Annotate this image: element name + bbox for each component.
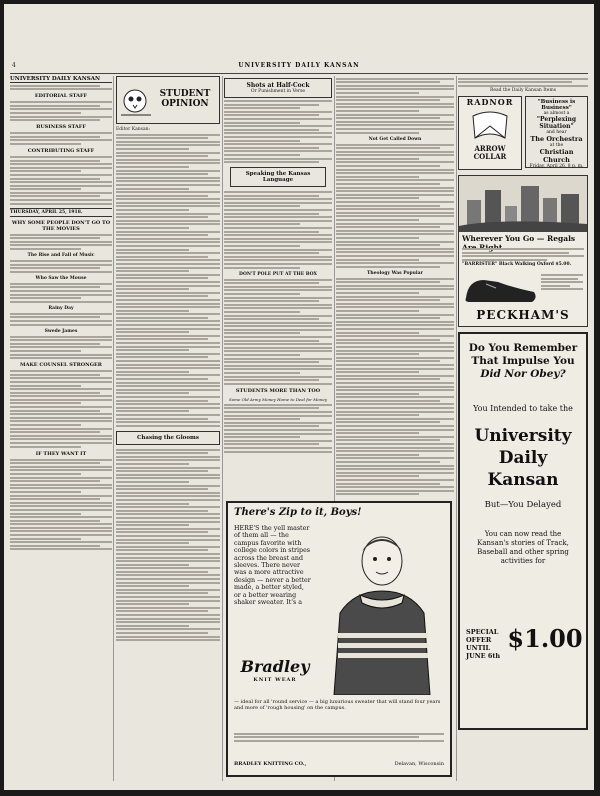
editorial-headline: IF THEY WANT IT (35, 450, 87, 457)
kansan-subscription-ad (458, 332, 588, 730)
half-cock-subtitle: Or Punishment in Verse (250, 89, 306, 94)
ad-price: $1.00 (507, 624, 583, 654)
bradley-company: BRADLEY KNITTING CO., (234, 761, 307, 767)
kansas-language-box (230, 167, 326, 187)
article-subhead: DON'T POLE PUT AT THE BOX (239, 271, 317, 277)
bradley-footer: — ideal for all 'round service — a big luxurious sweater that will stand four years and more of 'rough housing' on the campus. (234, 699, 441, 711)
special-line: OFFER (466, 636, 492, 645)
staff-heading: EDITORIAL STAFF (34, 93, 88, 100)
page-number: 4 (12, 62, 16, 69)
ad-kansan: Kansan (487, 470, 559, 491)
church-line: "Business is Business" (537, 99, 576, 112)
staff-heading: CONTRIBUTING STAFF (27, 147, 95, 154)
bradley-logo-sub: KNIT WEAR (253, 677, 297, 683)
church-line: Friday, April 26, 8 p. m. (529, 164, 584, 170)
sweater-man-illustration (314, 525, 444, 695)
column-editorial (10, 76, 112, 781)
church-line: as almost a (543, 111, 570, 117)
bradley-body: HERE'S the yell master of them all — the campus favorite with college colors in stripes across the breast and sleeves. There never was a more attractive design — never a better made, a better styled, or a better wearing shaker sweater. It's a (234, 525, 311, 607)
city-skyline-illustration (459, 176, 587, 232)
peckham-regal-ad (458, 175, 588, 327)
read-kansan-note: Read the Daily Kansan Items (489, 88, 557, 94)
editorial-headline: MAKE COUNSEL STRONGER (20, 362, 102, 369)
staff-heading: BUSINESS STAFF (36, 124, 86, 131)
half-cock-title: Shots at Half-Cock (246, 82, 310, 89)
date-line: THURSDAY, APRIL 25, 1918. (10, 208, 112, 217)
article-subhead: STUDENTS MORE THAN TOO (235, 387, 321, 394)
bradley-place: Delavan, Wisconsin (394, 761, 444, 767)
article-subhead: Not Get Called Down (368, 136, 422, 142)
ad-line: Do You Remember (468, 342, 578, 355)
column-divider (456, 76, 457, 781)
church-line: "Perplexing Situation" (536, 116, 577, 131)
masthead-title: UNIVERSITY DAILY KANSAN (238, 62, 360, 69)
editorial-headline: The Rise and Fall of Music (27, 253, 95, 259)
regal-headline: Wherever You Go — Regals (462, 234, 576, 244)
chasing-glooms-box (116, 431, 220, 445)
editorial-headline: Swede James (44, 328, 78, 334)
christian-church-ad (525, 96, 588, 168)
special-offer (466, 628, 508, 660)
ad-university: University (474, 426, 572, 447)
ad-line: Did Nor Obey? (480, 368, 566, 381)
student-opinion-header (116, 76, 220, 124)
church-line: Christian Church (539, 148, 574, 165)
editorial-headline: WHY SOME PEOPLE DON'T GO TO THE MOVIES (11, 219, 111, 232)
column-articles (336, 76, 454, 496)
peckhams-logo: PECKHAM'S (476, 308, 570, 323)
arrow-collar-ad (458, 96, 522, 170)
shoe-illustration (462, 270, 540, 308)
half-cock-box (224, 78, 332, 98)
ad-delayed: But—You Delayed (484, 500, 562, 511)
regal-product: "BARRISTER" Black Walking Oxford $5.00. (462, 262, 572, 268)
church-line: and hear (546, 130, 567, 136)
special-line: JUNE 6th (466, 652, 501, 661)
editorial-headline: Rainy Day (48, 305, 74, 311)
column-student-opinion (116, 76, 220, 781)
special-line: SPECIAL (466, 628, 499, 637)
arrow-collar-label: ARROW COLLAR (473, 144, 507, 162)
bradley-logo: Bradley (240, 657, 310, 676)
masthead-rule (10, 73, 588, 74)
newspaper-page (4, 4, 594, 790)
church-line: The Orchestra (530, 135, 583, 144)
collar-illustration (459, 108, 521, 144)
kansas-language-title: Speaking the Kansas Language (245, 171, 311, 184)
ad-body: You can now read the Kansan's stories of Track, Baseball and other spring activities for (477, 530, 569, 566)
bradley-sweater-ad (226, 501, 452, 777)
chasing-glooms-title: Chasing the Glooms (137, 434, 199, 441)
ad-line: You Intended to take the (473, 404, 573, 414)
column-divider (113, 76, 114, 781)
letter-salutation: Editor Kansan: (116, 127, 151, 132)
column-ads (458, 76, 588, 781)
radnor-label: RADNOR (466, 97, 514, 108)
special-line: UNTIL (466, 644, 491, 653)
nameplate: UNIVERSITY DAILY KANSAN (10, 76, 112, 83)
ad-line: That Impulse You (471, 355, 575, 368)
article-subhead: Theology Was Popular (367, 270, 423, 276)
ad-row-top (458, 96, 588, 170)
student-opinion-title: STUDENT OPINION (159, 89, 211, 109)
editorial-headline: Who Saw the Mouse (35, 275, 87, 281)
column-divider (222, 76, 223, 781)
church-line: at the (549, 143, 564, 149)
masthead (4, 62, 594, 72)
ad-daily: Daily (498, 448, 548, 469)
article-deck: Some Old Army Money Home to Deal for Money (229, 396, 327, 402)
bradley-headline: There's Zip to it, Boys! (234, 507, 362, 518)
